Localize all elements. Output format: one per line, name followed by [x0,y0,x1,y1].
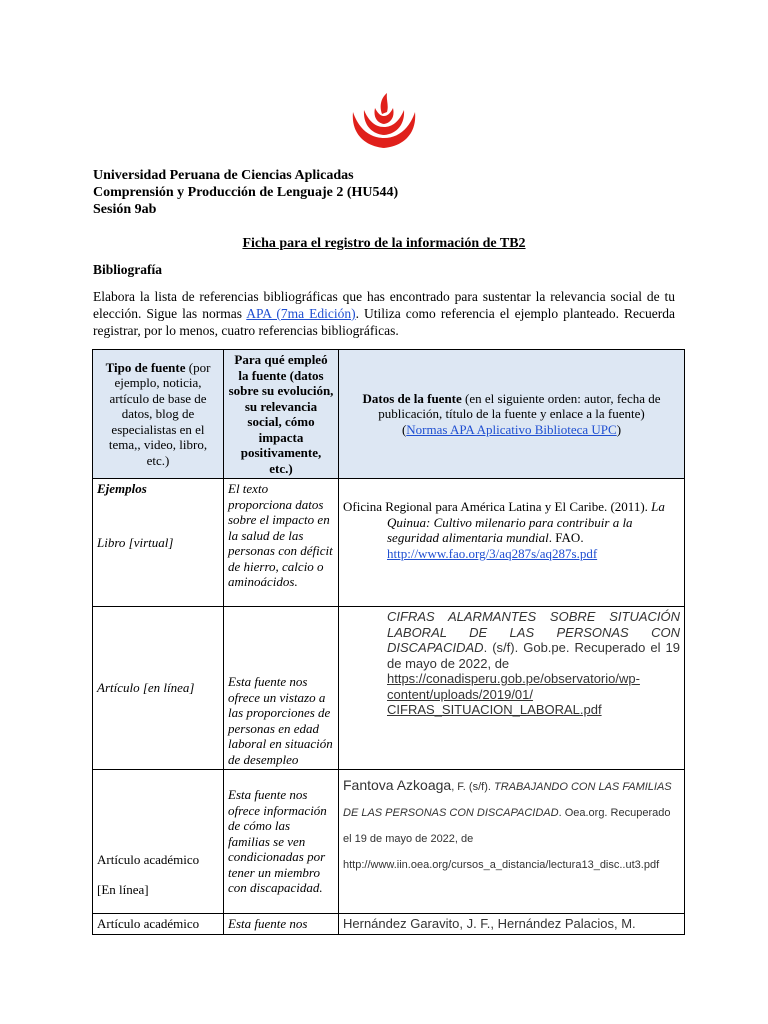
header-purpose-text: Para qué empleó la fuente (datos sobre su evolución, su relevancia social, cómo impacta positivamente, etc.) [228,352,334,476]
upc-logo [349,92,419,150]
row3-type-text: Artículo académico [97,852,200,867]
table-row [93,770,685,914]
row2-reference [339,607,685,770]
row1-ref-author: Oficina Regional para América Latina y El Caribe. (2011). [343,499,648,514]
row3-ref-initial: , F. (s/f). [451,781,494,793]
table-row [93,607,685,770]
section-heading: Bibliografía [93,262,163,277]
header-source-data: Datos de la fuente (en el siguiente orden: autor, fecha de publicación, título de la fuente y enlace a la fuente) (Normas APA Aplicativo Biblioteca UPC) [339,350,685,479]
table-row [93,914,685,935]
row3-ref-rest: . Oea.org. Recuperado el 19 de mayo de 2022, de http://www.iin.oea.org/cursos_a_distancia/lectura13_disc..ut3.pdf [343,807,671,871]
header-source-type-rest: (por ejemplo, noticia, artículo de base de datos, blog de especialistas en el tema,, video, libro, etc.) [108,359,211,468]
row2-type: Artículo [en línea] [93,607,224,770]
row1-ref-link[interactable]: http://www.fao.org/3/aq287s/aq287s.pdf [387,545,598,561]
row2-ref-link-file[interactable]: CIFRAS_SITUACION_LABORAL.pdf [387,702,602,717]
header-source-data-bold: Datos de la fuente [362,390,462,406]
examples-heading: Ejemplos [97,481,147,496]
course-name: Comprensión y Producción de Lenguaje 2 (HU544) [93,185,399,200]
document-title: Ficha para el registro de la información de TB2 [242,236,526,251]
row3-reference [339,770,685,914]
row2-ref-link[interactable]: https://conadisperu.gob.pe/observatorio/wp-content/uploads/2019/01/ [387,671,640,702]
header-purpose [224,350,339,479]
row4-purpose: Esta fuente nos [224,914,339,935]
header-source-type-bold: Tipo de fuente [105,359,186,375]
row1-ref-publisher: . FAO. [548,530,584,545]
table-header-row [93,350,685,479]
table-row [93,479,685,607]
row2-purpose: Esta fuente nos ofrece un vistazo a las proporciones de personas en edad laboral en situación de desempleo [224,607,339,770]
university-name: Universidad Peruana de Ciencias Aplicadas [93,168,354,183]
session-label: Sesión 9ab [93,202,157,217]
row3-type-extra: [En línea] [97,881,149,897]
row4-reference: Hernández Garavito, J. F., Hernández Palacios, M. [339,914,685,935]
header-source-data-rest: (en el siguiente orden: autor, fecha de publicación, título de la fuente y enlace a la fuente) [378,390,661,422]
row3-ref-title: TRABAJANDO CON LAS FAMILIAS DE LAS PERSONAS CON DISCAPACIDAD [343,781,672,819]
row3-purpose: Esta fuente nos ofrece información de cómo las familias se ven condicionadas por tener un miembro con discapacidad. [224,770,339,914]
intro-text-end: . Utiliza como referencia el ejemplo planteado. Recuerda registrar, por lo menos, cuatro referencias bibliográficas. [93,306,676,338]
row1-ref-title: La Quinua: Cultivo milenario para contribuir a la seguridad alimentaria mundial [387,499,665,545]
header-source-type [93,350,224,479]
row2-ref-rest: . (s/f). Gob.pe. Recuperado el 19 de mayo de 2022, de [387,640,680,671]
row3-ref-author: Fantova Azkoaga [343,777,452,793]
row1-purpose: El texto proporciona datos sobre el impacto en la salud de las personas con déficit de hierro, calcio o aminoácidos. [224,479,339,607]
row4-type: Artículo académico [93,914,224,935]
row1-reference [339,479,685,607]
row3-type [93,770,224,914]
intro-paragraph [93,288,675,339]
apa-upc-link[interactable]: Normas APA Aplicativo Biblioteca UPC [406,421,617,437]
apa-link[interactable]: APA (7ma Edición) [246,306,356,321]
row1-type [93,479,224,607]
row2-ref-title: CIFRAS ALARMANTES SOBRE SITUACIÓN LABORAL DE LAS PERSONAS CON DISCAPACIDAD [387,609,680,655]
references-table [92,349,685,935]
row1-type-text: Libro [virtual] [97,534,174,550]
intro-text: Elabora la lista de referencias bibliográficas que has encontrado para sustentar la relevancia social de tu elección. Sigue las normas [93,289,675,321]
